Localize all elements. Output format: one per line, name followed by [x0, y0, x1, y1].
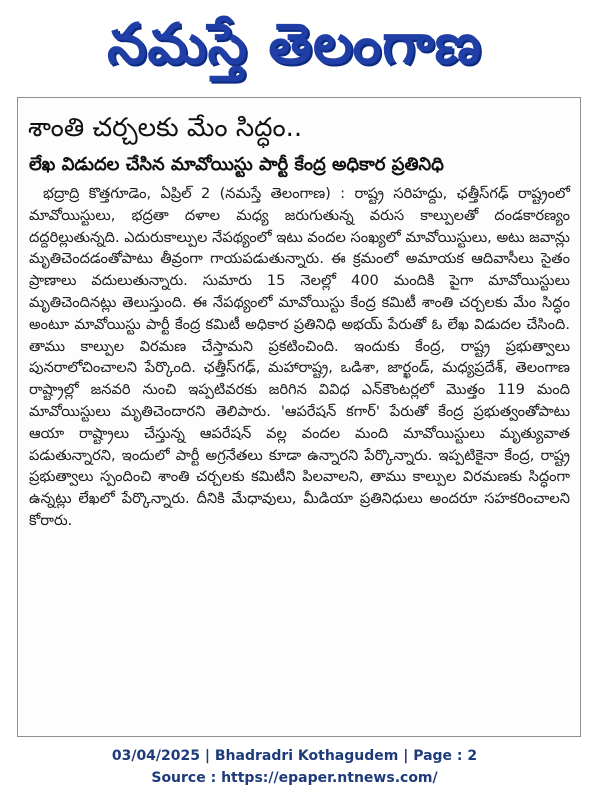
footer-source: Source : https://epaper.ntnews.com/ [151, 770, 438, 786]
clipping-footer [0, 745, 589, 789]
article-subheadline: లేఖ విడుదల చేసిన మావోయిస్టు పార్టీ కేంద్ర అధికార ప్రతినిధి [29, 154, 444, 175]
cropped-next-headline [28, 712, 568, 737]
article-clipping [17, 97, 581, 737]
article-paragraph: భద్రాద్రి కొత్తగూడెం, ఏప్రిల్ 2 (నమస్తే తెలంగాణ) : రాష్ట్ర సరిహద్దు, ఛత్తీస్‌గఢ్ రాష్ట్రంలో మావోయిస్టులు, భద్రతా దళాల మధ్య జరుగుతున్న వరుస కాల్పులతో దండకారణ్యం దద్దరిల్లుతున్నది. ఎదురుకాల్పుల నేపథ్యంలో ఇటు వందల సంఖ్యలో మావోయిస్టులు, అటు జవాన్లు మృతిచెందడంతోపాటు తీవ్రంగా గాయపడుతున్నారు. ఈ క్రమంలో అమాయక ఆదివాసీలు సైతం ప్రాణాలు వదులుతున్నారు. సుమారు 15 నెలల్లో 400 మందికి పైగా మావోయిస్టులు మృతిచెందినట్లు తెలుస్తుంది. ఈ నేపథ్యంలో మావోయిస్టు కేంద్ర కమిటీ శాంతి చర్చలకు మేం సిద్ధం అంటూ మావోయిస్టు పార్టీ కేంద్ర కమిటీ అధికార ప్రతినిధి అభయ్ పేరుతో ఓ లేఖ విడుదల చేసింది. తాము కాల్పుల విరమణ చేస్తామని ప్రకటించింది. ఇందుకు కేంద్ర, రాష్ట్ర ప్రభుత్వాలు పునరాలోచించాలని పేర్కొంది. ఛత్తీస్‌గఢ్, మహారాష్ట్ర, ఒడిశా, జార్ఖండ్, మధ్యప్రదేశ్, తెలంగాణ రాష్ట్రాల్లో జనవరి నుంచి ఇప్పటివరకు జరిగిన వివిధ ఎన్‌కౌంటర్లలో మొత్తం 119 మంది మావోయిస్టులు మృతిచెందారని తెలిపారు. 'ఆపరేషన్ కగార్' పేరుతో కేంద్ర ప్రభుత్వంతోపాటు ఆయా రాష్ట్రాలు చేస్తున్న ఆపరేషన్ వల్ల వందల మంది మావోయిస్టులు మృత్యువాత పడుతున్నారని, ఇందులో పార్టీ అగ్రనేతలు కూడా ఉన్నారని పేర్కొన్నారు. ఇప్పటికైనా కేంద్ర, రాష్ట్ర ప్రభుత్వాలు స్పందించి శాంతి చర్చలకు కమిటీని పిలవాలని, తాము కాల్పుల విరమణకు సిద్ధంగా ఉన్నట్లు లేఖలో పేర్కొన్నారు. దీనికి మేధావులు, మీడియా ప్రతినిధులు అందరూ సహకరించాలని కోరారు. [29, 185, 570, 529]
article-headline: శాంతి చర్చలకు మేం సిద్ధం.. [28, 113, 303, 143]
masthead-title: నమస్తే తెలంగాణ [107, 12, 482, 77]
footer-date-edition: 03/04/2025 | Bhadradri Kothagudem | Page : 2 [111, 748, 478, 764]
article-body [29, 183, 570, 532]
newspaper-masthead [0, 0, 589, 92]
